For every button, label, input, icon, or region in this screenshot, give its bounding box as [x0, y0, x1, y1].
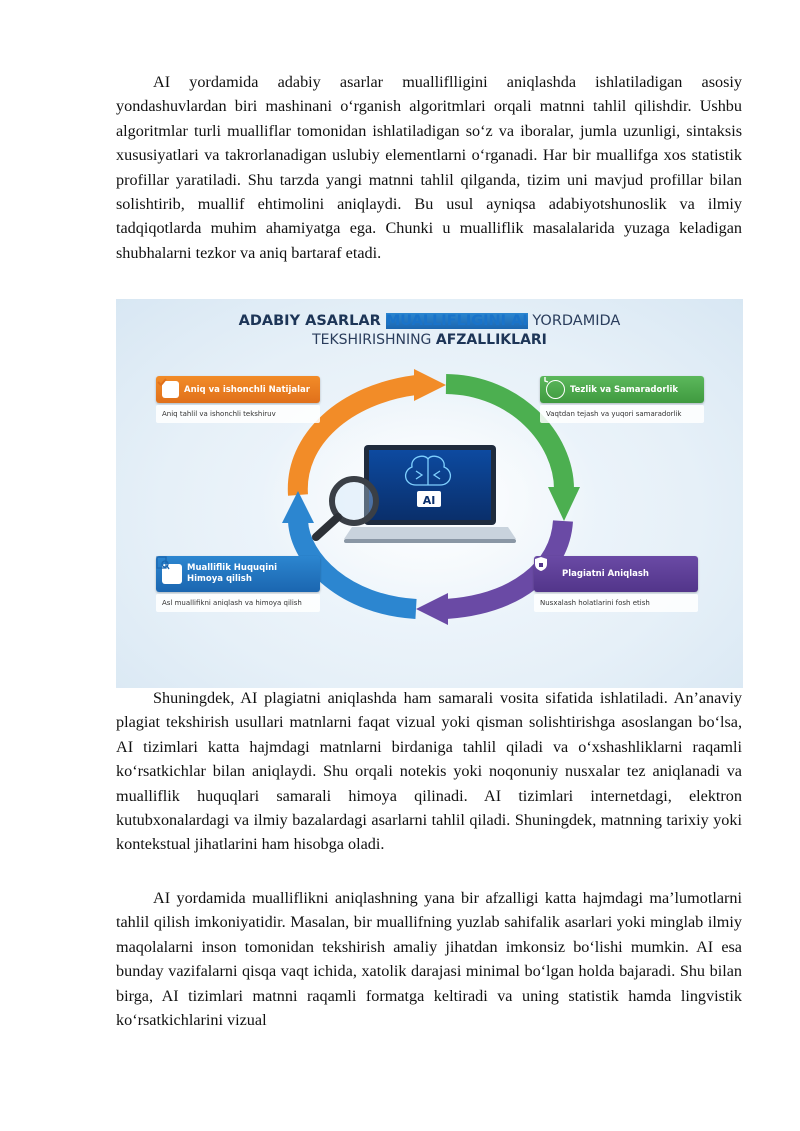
checkmark-icon [162, 381, 179, 398]
card-copyright-title-line-2: Himoya qilish [187, 574, 252, 584]
card-copyright-subtitle: Asl muallifikni aniqlash va himoya qilish [156, 594, 320, 612]
title-part-c: YORDAMIDA [527, 313, 621, 329]
title-part-e: AFZALLIKLARI [435, 332, 547, 348]
document-magnifier-icon [162, 564, 182, 584]
card-speed-title: Tezlik va Samaradorlik [570, 384, 679, 395]
card-copyright-title-line-1: Mualliflik Huquqini [187, 563, 278, 573]
card-accuracy-title: Aniq va ishonchli Natijalar [184, 384, 310, 395]
card-copyright [156, 556, 320, 612]
paragraph-3: AI yordamida mualliflikni aniqlashning yana bir afzalligi katta hajmdagi ma’lumotlarni tahlil qilish imkoniyatidir. Masalan, bir muallifning yuzlab sahifalik asarlari yoki minglab ilmiy maqolalarni inson tomonidan tekshirish amaliy jihatdan imkonsiz bo‘lishi mumkin. AI esa bunday vazifalarni qisqa vaqt ichida, xatolik darajasi minimal bo‘lgan holda bajaradi. Shu bilan birga, AI tizimlari matnni raqamli formatga keltiradi va uning statistik hamda lingvistik ko‘rsatkichlarini vizual [116, 889, 742, 1030]
shield-lock-icon [540, 566, 557, 583]
card-plagiarism-subtitle: Nusxalash holatlarini fosh etish [534, 594, 698, 612]
figure-title-line-1 [116, 313, 743, 329]
paragraph-2: Shuningdek, AI plagiatni aniqlashda ham samarali vosita sifatida ishlatiladi. An’anaviy plagiat tekshirish usullari matnlarni faqat vizual yoki qisman solishtirishga asoslangan bo‘lsa, AI tizimlari katta hajmdagi matnlarni birdaniga tahlil qiladi va o‘xshashliklarni raqamli ko‘rsatkichlar bilan aniqlaydi. Shu orqali notekis yoki noqonuniy nusxalar tez aniqlanadi va mualliflik huquqlari samarali himoya qilinadi. AI tizimlari internetdagi, elektron kutubxonalardagi va ilmiy bazalardagi asarlarni tahlil qiladi. Shuningdek, matnning tarixiy yoki kontekstual jihatlarini ham hisobga oladi. [116, 689, 742, 854]
card-speed [540, 376, 704, 423]
card-accuracy-header [156, 376, 320, 403]
title-part-d: TEKSHIRISHNING [312, 332, 436, 348]
ai-label: AI [422, 494, 436, 507]
figure-title-line-2 [116, 332, 743, 348]
paragraph-1: AI yordamida adabiy asarlar mualliflligini aniqlashda ishlatiladigan asosiy yondashuvlardan biri mashinani o‘rganish algoritmlari orqali matnni tahlil qilishdir. Ushbu algoritmlar turli mualliflar tomonidan ishlatiladigan so‘z va iboralar, jumla uzunligi, sintaksis xususiyatlari va takrorlanadigan uslubiy elementlarni o‘rganadi. Har bir muallifga xos statistik profillar yaratiladi. Shu tarzda yangi matnni tahlil qilganda, tizim uni mavjud profillar bilan solishtirib, muallif ehtimolini aniqlaydi. Bu usul ayniqsa adabiyotshunoslik va ilmiy tadqiqotlarda muhim ahamiyatga ega. Chunki u mualliflik masalalarida yuzaga keladigan shubhalarni tezkor va aniq bartaraf etadi. [116, 73, 742, 262]
card-accuracy [156, 376, 320, 423]
card-copyright-header [156, 556, 320, 592]
clock-gear-icon [546, 380, 565, 399]
card-speed-subtitle: Vaqtdan tejash va yuqori samaradorlik [540, 405, 704, 423]
card-plagiarism-title: Plagiatni Aniqlash [562, 569, 649, 579]
infographic-figure [116, 299, 743, 688]
cycle-diagram [116, 299, 743, 688]
card-accuracy-subtitle: Aniq tahlil va ishonchli tekshiruv [156, 405, 320, 423]
card-plagiarism [534, 556, 698, 612]
title-part-b: MUALLIFLIGINI AI [385, 313, 528, 329]
card-copyright-title [187, 563, 277, 585]
card-plagiarism-header [534, 556, 698, 592]
card-speed-header [540, 376, 704, 403]
title-part-a: ADABIY ASARLAR [238, 313, 386, 329]
